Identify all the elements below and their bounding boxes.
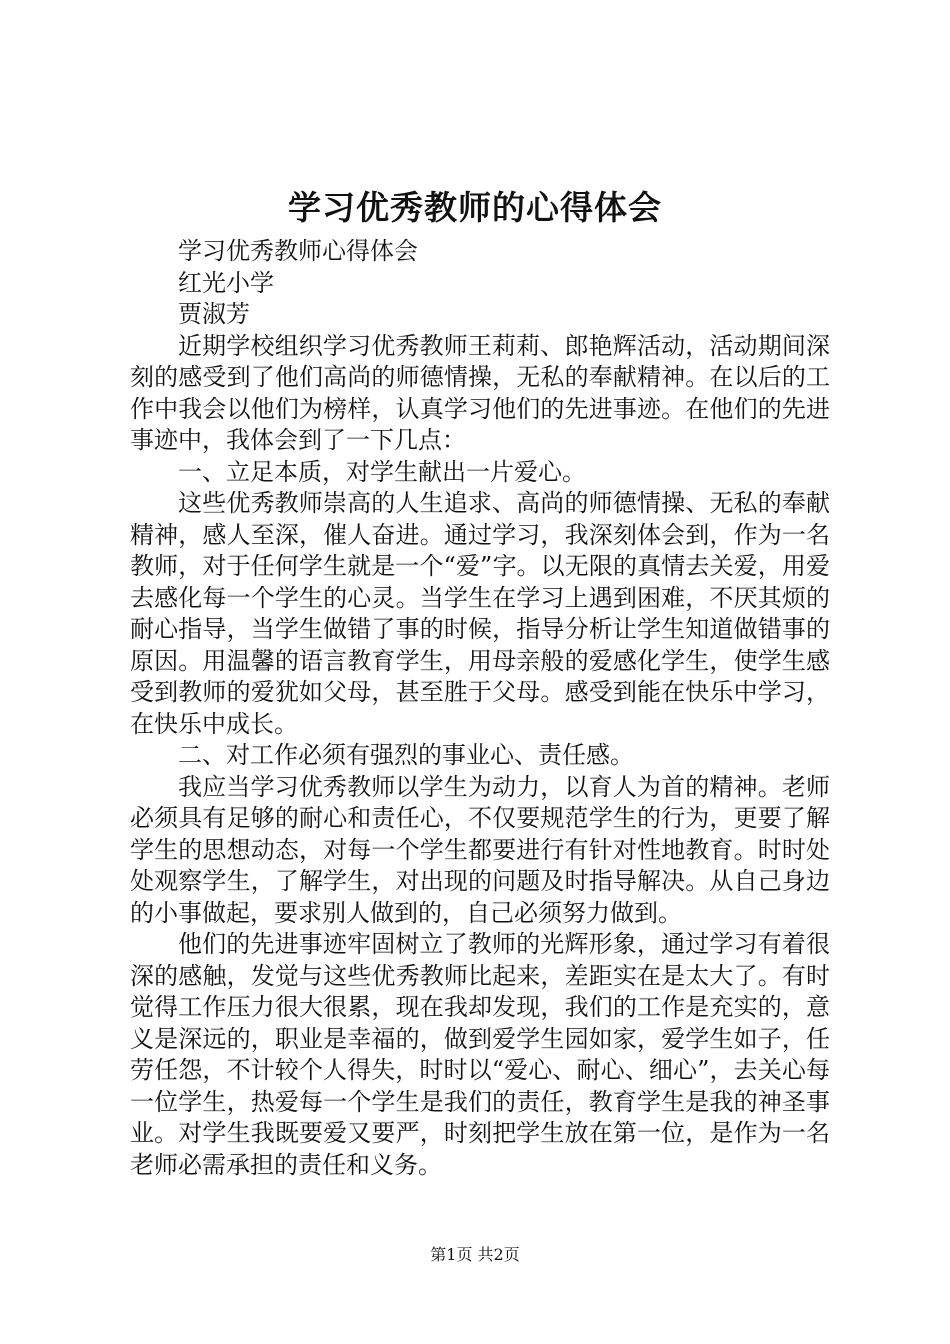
paragraph-section-1: 这些优秀教师崇高的人生追求、高尚的师德情操、无私的奉献精神，感人至深，催人奋进。通过学习，我深刻体会到，作为一名教师，对于任何学生就是一个“爱”字。以无限的真情去关爱，用爱去感化每一个学生的心灵。当学生在学习上遇到困难，不厌其烦的耐心指导，当学生做错了事的时候，指导分析让学生知道做错事的原因。用温馨的语言教育学生，用母亲般的爱感化学生，使学生感受到教师的爱犹如父母，甚至胜于父母。感受到能在快乐中学习，在快乐中成长。 <box>130 489 830 738</box>
page-number-footer: 第1页 共2页 <box>430 1245 520 1264</box>
paragraph-conclusion: 他们的先进事迹牢固树立了教师的光辉形象，通过学习有着很深的感触，发觉与这些优秀教师比起来，差距实在是太大了。有时觉得工作压力很大很累，现在我却发现，我们的工作是充实的，意义是深远的，职业是幸福的，做到爱学生园如家，爱学生如子，任劳任怨，不计较个人得失，时时以“爱心、耐心、细心”，去关心每一位学生，热爱每一个学生是我们的责任，教育学生是我的神圣事业。对学生我既要爱又要严，时刻把学生放在第一位，是作为一名老师必需承担的责任和义务。 <box>130 930 830 1179</box>
paragraph-section-2: 我应当学习优秀教师以学生为动力，以育人为首的精神。老师必须具有足够的耐心和责任心，不仅要规范学生的行为，更要了解学生的思想动态，对每一个学生都要进行有针对性地教育。时时处处观察学生，了解学生，对出现的问题及时指导解决。从自己身边的小事做起，要求别人做到的，自己必须努力做到。 <box>130 772 830 927</box>
document-body <box>130 236 830 1181</box>
document-title: 学习优秀教师的心得体会 <box>288 188 662 227</box>
paragraph-intro: 近期学校组织学习优秀教师王莉莉、郎艳辉活动，活动期间深刻的感受到了他们高尚的师德情操，无私的奉献精神。在以后的工作中我会以他们为榜样，认真学习他们的先进事迹。在他们的先进事迹中，我体会到了一下几点： <box>130 331 830 454</box>
paragraph-subtitle: 学习优秀教师心得体会 <box>178 237 418 265</box>
paragraph-author: 贾淑芳 <box>178 300 250 328</box>
paragraph-school: 红光小学 <box>178 268 274 297</box>
section-heading-2: 二、对工作必须有强烈的事业心、责任感。 <box>178 741 634 769</box>
section-heading-1: 一、立足本质，对学生献出一片爱心。 <box>178 457 586 486</box>
